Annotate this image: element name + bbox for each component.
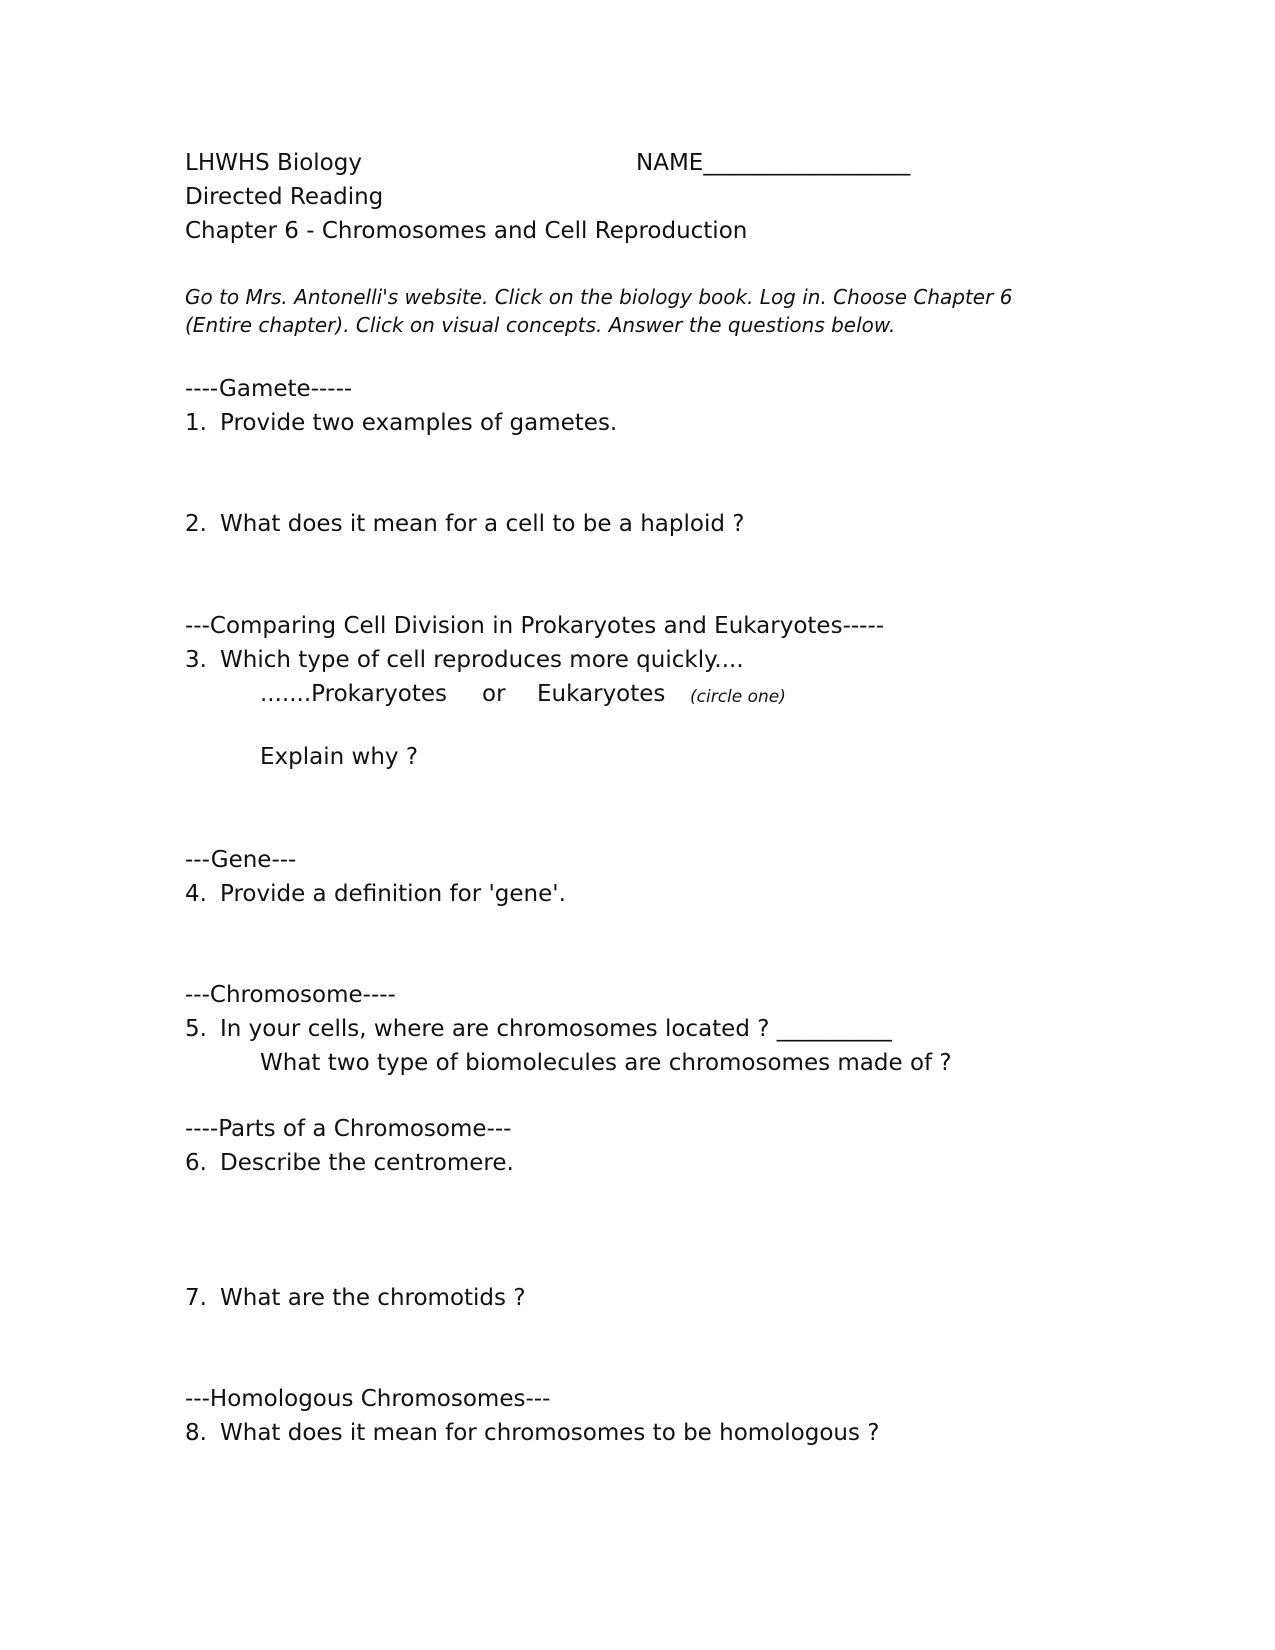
instructions-line-1: Go to Mrs. Antonelli's website. Click on the biology book. Log in. Choose Chapter 6: [185, 285, 1013, 309]
instructions-line-2: (Entire chapter). Click on visual concepts. Answer the questions below.: [185, 313, 896, 337]
question-5-subquestion: What two type of biomolecules are chromosomes made of ?: [260, 1050, 952, 1076]
question-3-explain: Explain why ?: [260, 744, 419, 770]
question-7-text: What are the chromotids ?: [220, 1285, 526, 1311]
course-title: LHWHS Biology: [185, 150, 362, 176]
question-6-text: Describe the centromere.: [220, 1150, 514, 1176]
question-8-text: What does it mean for chromosomes to be homologous ?: [220, 1420, 880, 1446]
question-8-number: 8.: [185, 1420, 207, 1446]
section-heading-homologous: ---Homologous Chromosomes---: [185, 1386, 551, 1412]
question-4-number: 4.: [185, 881, 207, 907]
name-field-label: NAME__________________: [636, 150, 911, 176]
question-3-option-prokaryotes: .......Prokaryotes: [260, 681, 447, 707]
section-heading-gamete: ----Gamete-----: [185, 376, 353, 402]
question-7-number: 7.: [185, 1285, 207, 1311]
question-1-text: Provide two examples of gametes.: [220, 410, 618, 436]
question-3-number: 3.: [185, 647, 207, 673]
question-5-number: 5.: [185, 1016, 207, 1042]
section-heading-parts: ----Parts of a Chromosome---: [185, 1116, 512, 1142]
question-3-circle-note: (circle one): [690, 687, 786, 707]
question-5-text: In your cells, where are chromosomes located ? __________: [220, 1016, 892, 1042]
assignment-title: Directed Reading: [185, 184, 384, 210]
chapter-title: Chapter 6 - Chromosomes and Cell Reproduction: [185, 218, 748, 244]
section-heading-cell-division: ---Comparing Cell Division in Prokaryotes and Eukaryotes-----: [185, 613, 885, 639]
section-heading-gene: ---Gene---: [185, 847, 297, 873]
question-3-or: or: [482, 681, 506, 707]
question-2-text: What does it mean for a cell to be a haploid ?: [220, 511, 745, 537]
question-1-number: 1.: [185, 410, 207, 436]
question-3-text: Which type of cell reproduces more quickly....: [220, 647, 744, 673]
question-6-number: 6.: [185, 1150, 207, 1176]
question-4-text: Provide a definition for 'gene'.: [220, 881, 566, 907]
question-3-option-eukaryotes: Eukaryotes: [537, 681, 666, 707]
question-2-number: 2.: [185, 511, 207, 537]
section-heading-chromosome: ---Chromosome----: [185, 982, 396, 1008]
